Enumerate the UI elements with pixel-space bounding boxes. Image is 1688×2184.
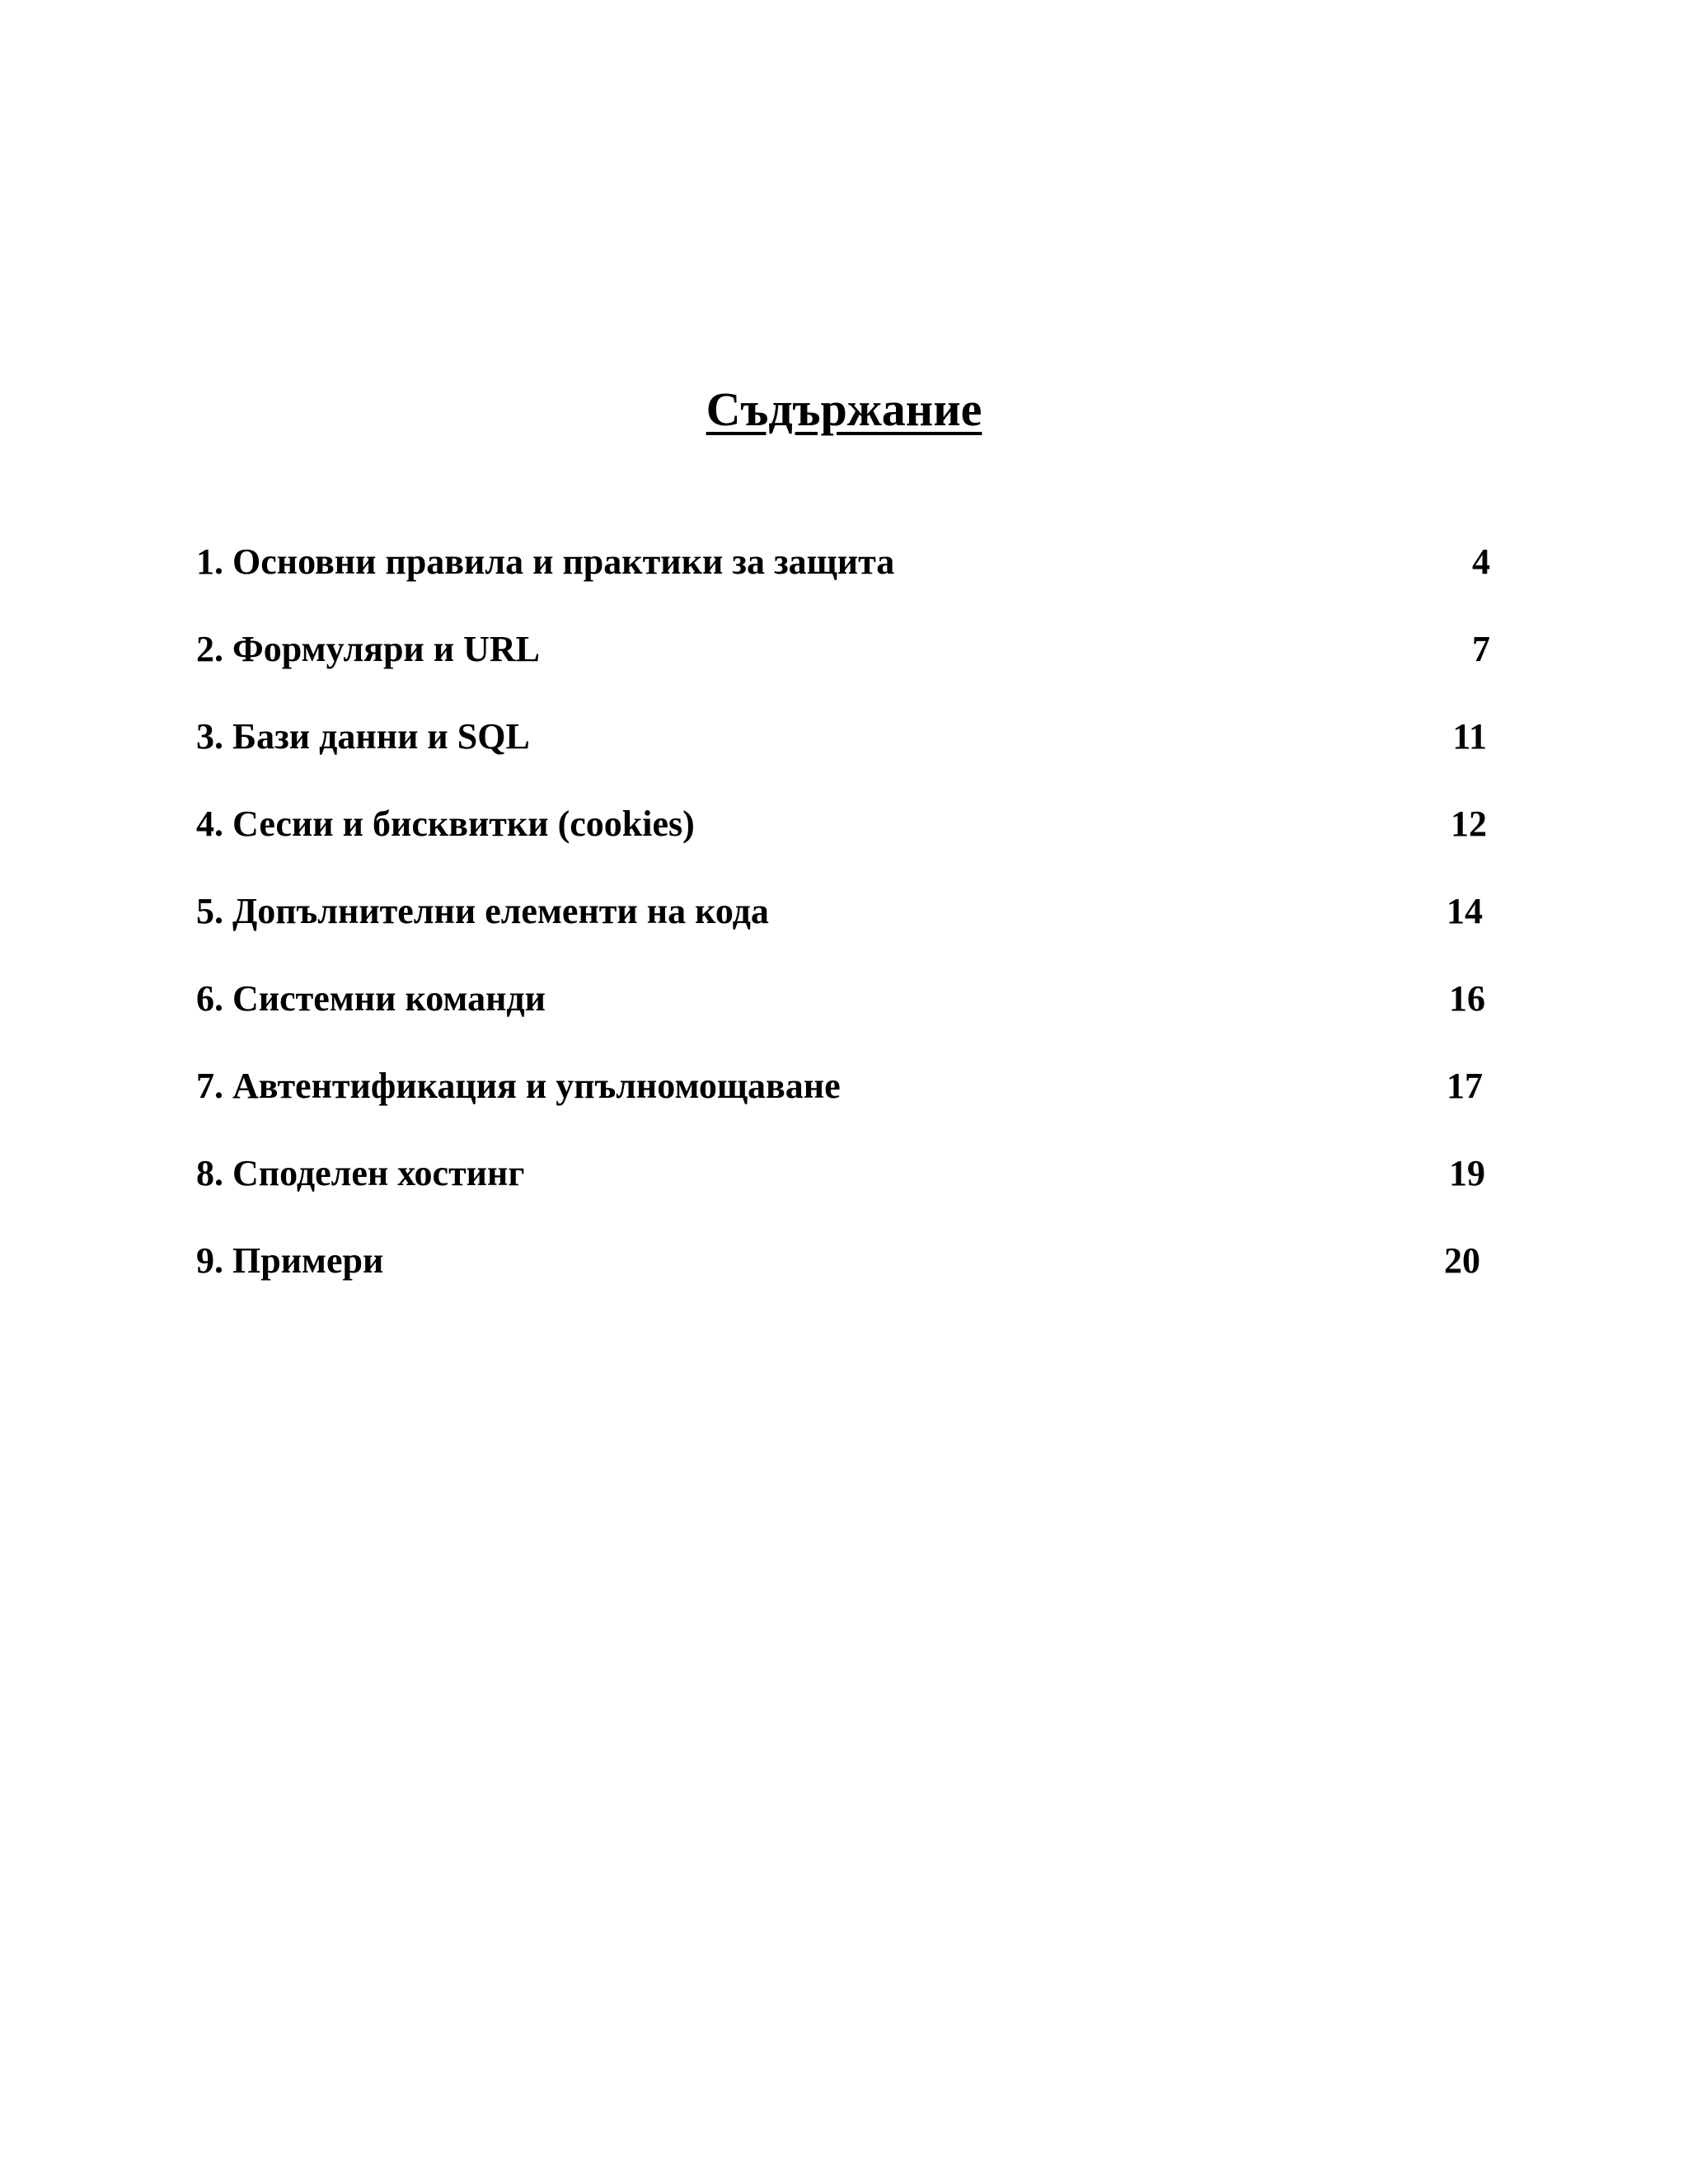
- toc-entry-page-number: 17: [1447, 1066, 1483, 1106]
- toc-entry-page-number: 7: [1472, 629, 1490, 669]
- toc-entry-page-number: 20: [1444, 1240, 1480, 1281]
- toc-entry-page-number: 4: [1472, 541, 1490, 582]
- toc-entry-label: 9. Примери: [196, 1240, 384, 1281]
- toc-entry-page-number: 11: [1452, 716, 1487, 757]
- toc-entry-label: 8. Споделен хостинг: [196, 1153, 525, 1193]
- toc-entry: [0, 1149, 1688, 1198]
- toc-entry-page-number: 19: [1449, 1153, 1485, 1193]
- toc-entry-label: 5. Допълнителни елементи на кода: [196, 891, 769, 931]
- toc-entry-label: 1. Основни правила и практики за защита: [196, 541, 895, 582]
- toc-entry-page-number: 14: [1447, 891, 1483, 931]
- toc-entry: [0, 537, 1688, 587]
- toc-entry: [0, 974, 1688, 1024]
- toc-entry-label: 7. Автентификация и упълномощаване: [196, 1066, 841, 1106]
- toc-entry-page-number: 16: [1449, 978, 1485, 1019]
- toc-entry: [0, 625, 1688, 674]
- toc-entry-label: 4. Сесии и бисквитки (cookies): [196, 804, 695, 844]
- toc-entry-label: 2. Формуляри и URL: [196, 629, 541, 669]
- toc-entry: [0, 887, 1688, 936]
- toc-entry-label: 6. Системни команди: [196, 978, 546, 1019]
- toc-entry: [0, 1236, 1688, 1286]
- toc-entry-label: 3. Бази данни и SQL: [196, 716, 530, 757]
- toc-entry-page-number: 12: [1451, 804, 1487, 844]
- toc-title: Съдържание: [706, 382, 982, 436]
- toc-entry: [0, 712, 1688, 762]
- toc-entry: [0, 1062, 1688, 1111]
- toc-entry: [0, 799, 1688, 849]
